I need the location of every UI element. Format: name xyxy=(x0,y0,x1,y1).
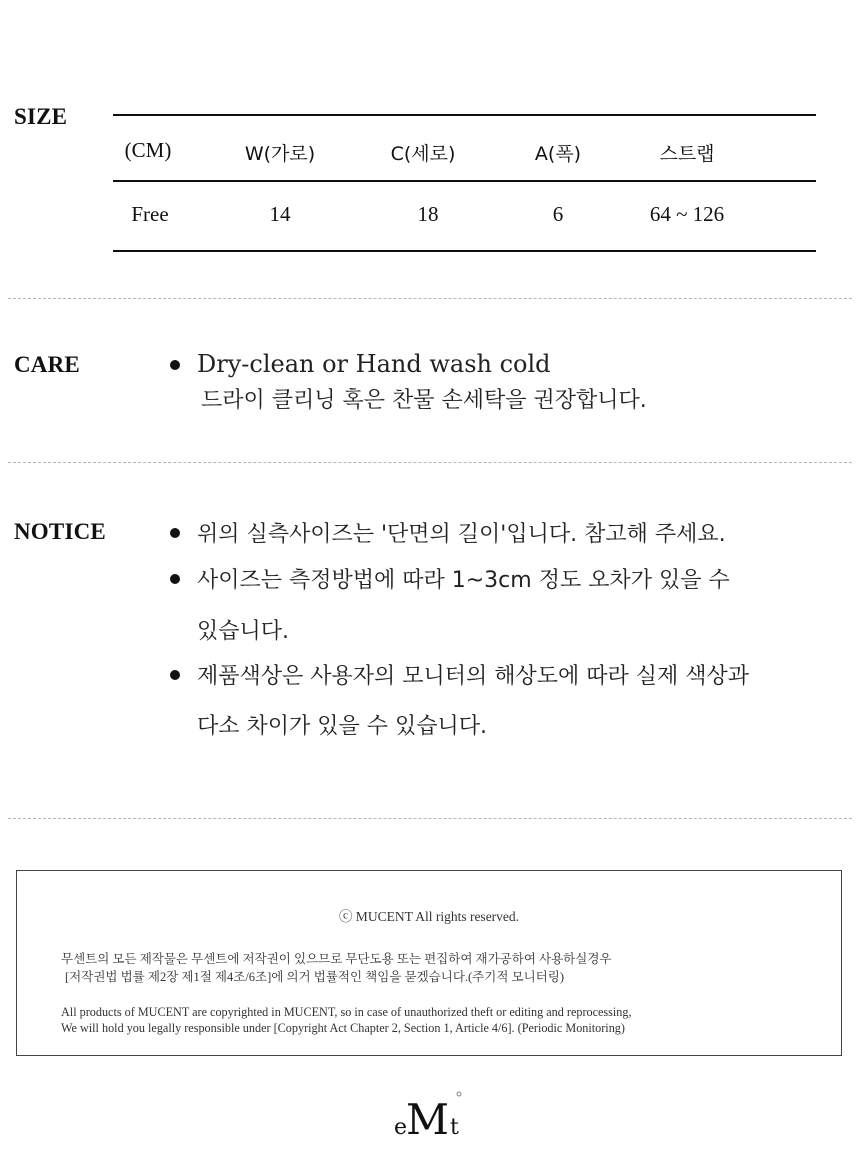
copyright-ko-line-1: 무센트의 모든 제작물은 무센트에 저작권이 있으므로 무단도용 또는 편집하여 재가공하여 사용하실경우 xyxy=(61,952,612,966)
size-col-gusset: A(폭) xyxy=(534,143,582,165)
svg-text:t: t xyxy=(450,1115,459,1140)
divider-1 xyxy=(8,298,852,299)
notice-item-2-line-2: 있습니다. xyxy=(197,619,290,644)
notice-bullet xyxy=(170,670,180,680)
size-value-free: Free xyxy=(131,202,169,226)
size-col-unit: (CM) xyxy=(124,138,172,162)
notice-item-3-line-1: 제품색상은 사용자의 모니터의 해상도에 따라 실제 색상과 xyxy=(197,664,750,689)
notice-bullet xyxy=(170,574,180,584)
divider-2 xyxy=(8,462,852,463)
copyright-title: ⓒ MUCENT All rights reserved. xyxy=(338,909,520,924)
size-value-width: 14 xyxy=(269,202,291,226)
size-table-mid-rule xyxy=(113,180,816,182)
size-col-strap: 스트랩 xyxy=(659,143,715,165)
copyright-box xyxy=(16,870,842,1056)
size-table-top-rule xyxy=(113,114,816,116)
size-col-length: C(세로) xyxy=(390,143,456,165)
notice-item-2-line-1: 사이즈는 측정방법에 따라 1~3cm 정도 오차가 있을 수 xyxy=(197,568,730,593)
notice-item-3-line-2: 다소 차이가 있을 수 있습니다. xyxy=(197,714,487,739)
care-section-title: CARE xyxy=(14,352,80,377)
copyright-ko-line-2: [저작권법 법률 제2장 제1절 제4조/6조]에 의거 법률적인 책임을 묻겠습니다.(주기적 모니터링) xyxy=(65,970,564,984)
copyright-en-line-2: We will hold you legally responsible under [Copyright Act Chapter 2, Section 1, Article 4/6]. (Periodic Monitoring) xyxy=(61,1021,625,1035)
size-value-strap: 64 ~ 126 xyxy=(649,202,725,226)
mucent-logo xyxy=(388,1090,478,1150)
divider-3 xyxy=(8,818,852,819)
notice-item-1-line-1: 위의 실측사이즈는 '단면의 길이'입니다. 참고해 주세요. xyxy=(197,522,726,547)
care-text-ko: 드라이 클리닝 혹은 찬물 손세탁을 권장합니다. xyxy=(201,388,647,413)
size-value-gusset: 6 xyxy=(552,202,564,226)
svg-text:e: e xyxy=(394,1115,408,1140)
size-section-title: SIZE xyxy=(14,104,68,129)
care-bullet xyxy=(170,360,180,370)
svg-text:M: M xyxy=(406,1095,450,1144)
copyright-en-line-1: All products of MUCENT are copyrighted in MUCENT, so in case of unauthorized theft or editing and reprocessing, xyxy=(61,1005,632,1019)
size-table-bottom-rule xyxy=(113,250,816,252)
size-col-width: W(가로) xyxy=(244,143,316,165)
care-text-en: Dry-clean or Hand wash cold xyxy=(197,350,551,378)
size-value-length: 18 xyxy=(417,202,439,226)
notice-section-title: NOTICE xyxy=(14,519,106,544)
notice-bullet xyxy=(170,528,180,538)
